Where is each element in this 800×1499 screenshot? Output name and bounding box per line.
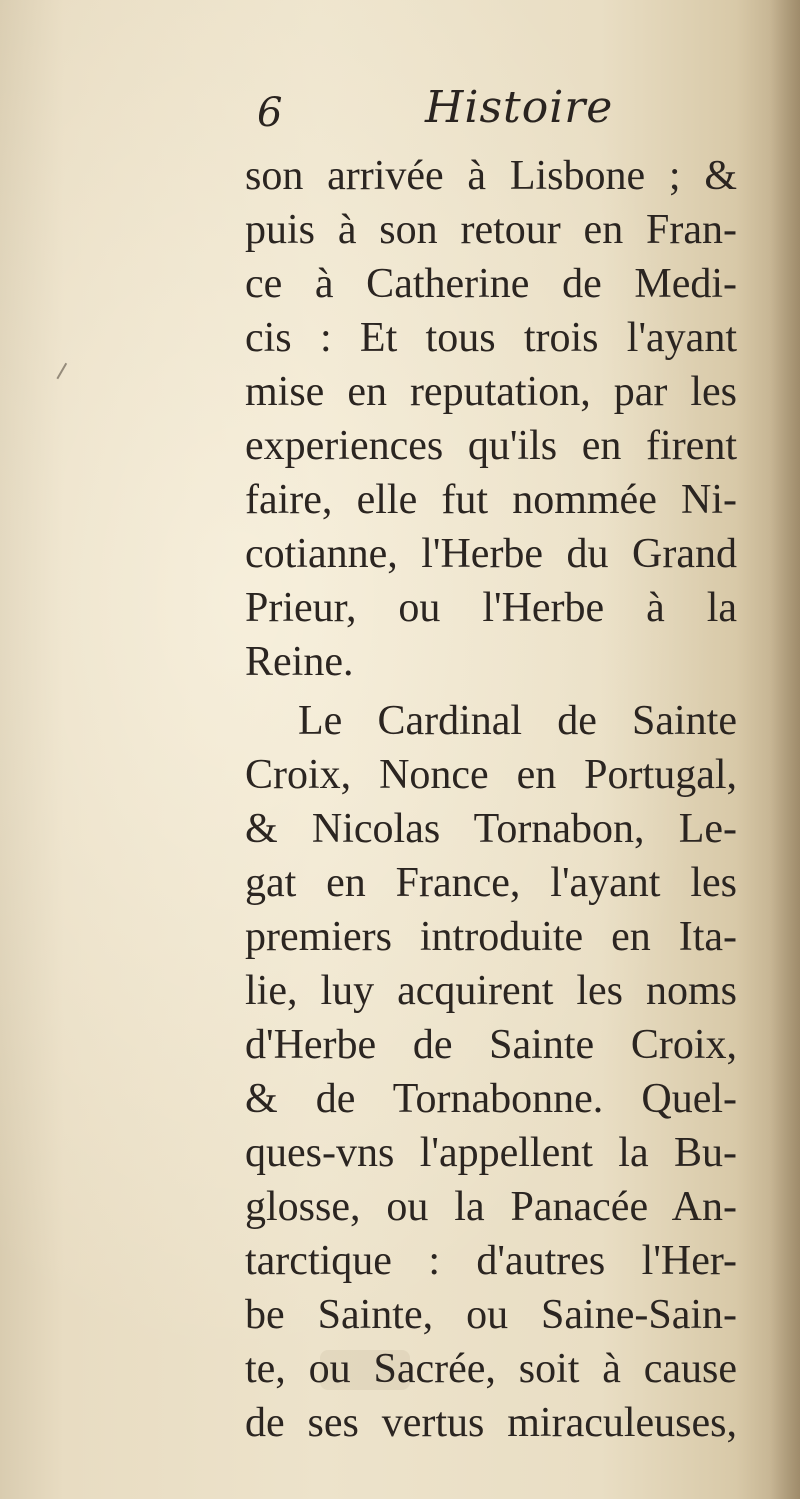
text-line: lie, luy acquirent les noms xyxy=(245,968,737,1014)
text-line: cotianne, l'Herbe du Grand xyxy=(245,531,737,577)
text-line: Reine. xyxy=(245,639,354,685)
page-header xyxy=(0,82,800,142)
text-line: te, ou Sacrée, soit à cause xyxy=(245,1346,737,1392)
text-line: son arrivée à Lisbone ; & xyxy=(245,153,737,199)
text-line: puis à son retour en Fran- xyxy=(245,207,737,253)
text-line: tarctique : d'autres l'Her- xyxy=(245,1238,737,1284)
text-line: Le Cardinal de Sainte xyxy=(298,698,737,744)
text-line: be Sainte, ou Saine-Sain- xyxy=(245,1292,737,1338)
text-line: & Nicolas Tornabon, Le- xyxy=(245,806,737,852)
ink-mark xyxy=(56,363,77,386)
text-line: ce à Catherine de Medi- xyxy=(245,261,737,307)
text-line: ques-vns l'appellent la Bu- xyxy=(245,1130,737,1176)
text-line: glosse, ou la Panacée An- xyxy=(245,1184,737,1230)
text-line: gat en France, l'ayant les xyxy=(245,860,737,906)
text-line: Croix, Nonce en Portugal, xyxy=(245,752,737,798)
running-head: Histoire xyxy=(425,82,614,133)
text-line: mise en reputation, par les xyxy=(245,369,737,415)
text-line: premiers introduite en Ita- xyxy=(245,914,737,960)
text-line: & de Tornabonne. Quel- xyxy=(245,1076,737,1122)
text-line: faire, elle fut nommée Ni- xyxy=(245,477,737,523)
text-line: experiences qu'ils en firent xyxy=(245,423,737,469)
text-line: Prieur, ou l'Herbe à la xyxy=(245,585,737,631)
page-number: 6 xyxy=(257,90,283,136)
text-line: d'Herbe de Sainte Croix, xyxy=(245,1022,737,1068)
text-line: de ses vertus miraculeuses, xyxy=(245,1400,737,1446)
page-gutter-shadow xyxy=(770,0,800,1499)
text-line: cis : Et tous trois l'ayant xyxy=(245,315,737,361)
